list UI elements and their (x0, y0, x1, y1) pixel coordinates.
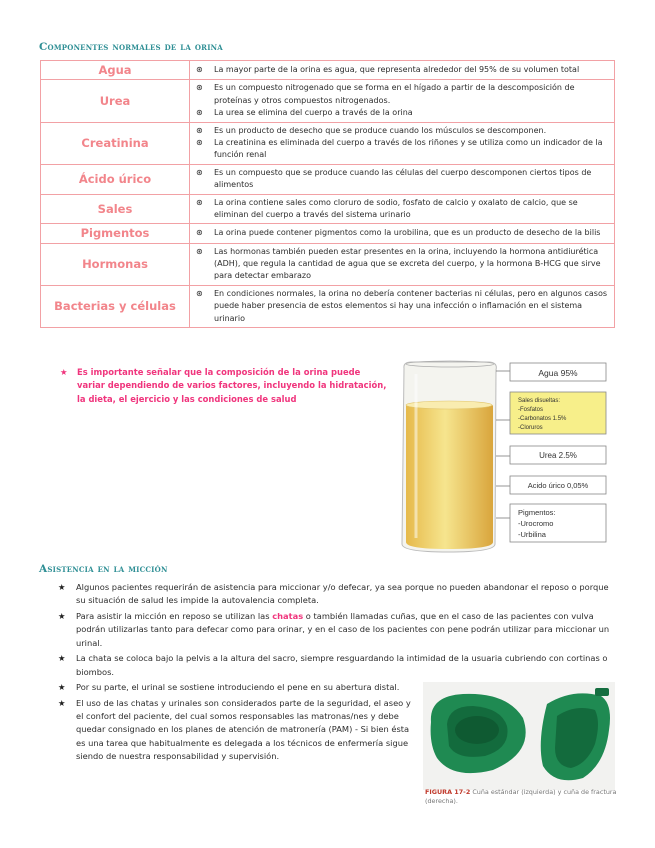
star-icon: ★ (58, 653, 66, 664)
description-bullet (196, 82, 609, 107)
list-item (58, 610, 616, 650)
bullet-icon: ⊛ (196, 108, 203, 118)
bullet-text: La orina contiene sales como cloruro de sodio, fosfato de calcio y oxalato de calcio, que se eliminan del cuerpo a través del sistema urinario (214, 197, 578, 219)
bullet-text: Las hormonas también pueden estar presentes en la orina, incluyendo la hormona antidiurética (ADH), que regula la cantidad de agua que se excreta del cuerpo, y la hormona B-HCG que sirve para detectar embarazo (214, 246, 601, 281)
bullet-icon: ⊛ (196, 246, 203, 256)
text-segment: Para asistir la micción en reposo se utilizan las (76, 610, 273, 621)
description-bullet (196, 125, 609, 137)
table-row (41, 285, 615, 327)
component-description (190, 122, 615, 164)
text-segment: o también llamadas cuñas, que en el caso de las pacientes con vulva podrán utilizarlas tanto para defecar como para orinar, y en el caso de los pacientes con pene podrán utilizar para miccionar un urinal. (76, 610, 610, 648)
description-bullet (196, 167, 609, 192)
component-description (190, 194, 615, 224)
list-item (58, 581, 616, 608)
component-name: Agua (41, 61, 190, 80)
component-name: Urea (41, 80, 190, 122)
list-item-text (76, 581, 616, 608)
component-name: Pigmentos (41, 224, 190, 243)
label-acido: Acido úrico 0,05% (527, 481, 589, 490)
bullet-text: La mayor parte de la orina es agua, que representa alrededor del 95% de su volumen total (214, 64, 580, 74)
table-row (41, 80, 615, 122)
figure-caption (425, 788, 625, 805)
table-row (41, 243, 615, 285)
text-segment: Por su parte, el urinal se sostiene introduciendo el pene en su abertura distal. (76, 682, 400, 693)
note-text: Es importante señalar que la composición de la orina puede variar dependiendo de varios factores, incluyendo la hidratación, la dieta, el ejercicio y las condiciones de salud (77, 367, 387, 404)
label-urea: Urea 2.5% (539, 451, 577, 460)
label-sales-2: -Carbonatos 1.5% (518, 416, 567, 422)
label-agua: Agua 95% (538, 368, 578, 378)
bullet-text: La urea se elimina del cuerpo a través de la orina (214, 108, 413, 118)
list-item (58, 652, 616, 679)
bullet-icon: ⊛ (196, 64, 203, 74)
component-name: Bacterias y células (41, 285, 190, 327)
component-description (190, 61, 615, 80)
label-sales-1: -Fosfatos (518, 407, 544, 413)
table-row (41, 194, 615, 224)
bedpans-photo (423, 682, 615, 790)
urine-composition-figure (398, 358, 608, 554)
bullet-text: Es un producto de desecho que se produce cuando los músculos se descomponen. (214, 125, 547, 135)
component-name: Creatinina (41, 122, 190, 164)
description-bullet (196, 246, 609, 283)
section-title-components: Componentes normales de la orina (39, 41, 223, 53)
description-bullet (196, 107, 609, 119)
urine-components-table (40, 60, 615, 328)
component-description (190, 80, 615, 122)
label-pigmentos-2: -Urbilina (518, 530, 546, 539)
label-sales-3: -Cloruros (518, 425, 543, 431)
description-bullet (196, 288, 609, 325)
bullet-text: La orina puede contener pigmentos como la urobilina, que es un producto de desecho de la bilis (214, 228, 601, 238)
caption-text: Cuña estándar (izquierda) y cuña de fractura (derecha). (425, 788, 617, 805)
component-name: Sales (41, 194, 190, 224)
bullet-text: Es un compuesto nitrogenado que se forma en el hígado a partir de la descomposición de proteínas y otros compuestos nitrogenados. (214, 83, 575, 105)
description-bullet (196, 64, 609, 76)
component-description (190, 243, 615, 285)
table-row (41, 122, 615, 164)
list-item-text (76, 652, 616, 679)
bullet-text: Es un compuesto que se produce cuando las células del cuerpo descomponen ciertos tipos de alimentos (214, 167, 592, 190)
note-callout (60, 366, 388, 406)
star-icon: ★ (58, 682, 66, 693)
bullet-icon: ⊛ (196, 228, 203, 238)
table-row (41, 61, 615, 80)
bullet-icon: ⊛ (196, 137, 203, 147)
label-pigmentos-1: -Urocromo (518, 519, 554, 528)
label-sales-title: Sales disueltas: (518, 398, 561, 404)
bullet-icon: ⊛ (196, 167, 203, 177)
component-description (190, 285, 615, 327)
component-description (190, 164, 615, 194)
bullet-icon: ⊛ (196, 288, 203, 298)
graduated-cylinder (402, 361, 496, 552)
bullet-text: La creatinina es eliminada del cuerpo a través de los riñones y se utiliza como un indicador de la función renal (214, 137, 603, 160)
component-name: Hormonas (41, 243, 190, 285)
description-bullet (196, 227, 609, 239)
text-segment: Algunos pacientes requerirán de asistencia para miccionar y/o defecar, ya sea porque no pueden abandonar el reposo o porque su situación de salud les impide la autovalencia completa. (76, 582, 609, 606)
list-item-text (76, 610, 616, 650)
bullet-text: En condiciones normales, la orina no debería contener bacterias ni células, pero en algunos casos puede haber presencia de estos elementos si hay una infección o inflamación en el sistema urinario (214, 288, 608, 323)
bullet-icon: ⊛ (196, 83, 203, 93)
star-icon: ★ (58, 582, 66, 592)
section-title-assistance: Asistencia en la micción (39, 563, 168, 575)
star-icon: ★ (60, 367, 68, 377)
text-segment: La chata se coloca bajo la pelvis a la altura del sacro, siempre resguardando la intimidad de la usuaria cubriendo con cortinas o biombos. (76, 653, 608, 677)
description-bullet (196, 197, 609, 222)
label-pigmentos-title: Pigmentos: (518, 508, 556, 517)
bullet-icon: ⊛ (196, 125, 203, 135)
star-icon: ★ (58, 697, 66, 708)
description-bullet (196, 137, 609, 162)
list-item-text (76, 681, 416, 694)
caption-label: FIGURA 17-2 (425, 788, 471, 796)
table-row (41, 224, 615, 243)
component-description (190, 224, 615, 243)
table-row (41, 164, 615, 194)
star-icon: ★ (58, 610, 66, 621)
component-name: Ácido úrico (41, 164, 190, 194)
list-item-text (76, 697, 416, 764)
text-segment: El uso de las chatas y urinales son considerados parte de la seguridad, el aseo y el confort del paciente, del cual somos responsables las matronas/nes y debe quedar consignado en los planes de atención de matronería (PAM) - Si bien ésta es una tarea que habitualmente es delegada a los técnicos de enfermería sigue siendo de nuestra responsabilidad y supervisión. (76, 697, 411, 762)
bullet-icon: ⊛ (196, 197, 203, 207)
highlighted-term: chatas (272, 610, 304, 621)
